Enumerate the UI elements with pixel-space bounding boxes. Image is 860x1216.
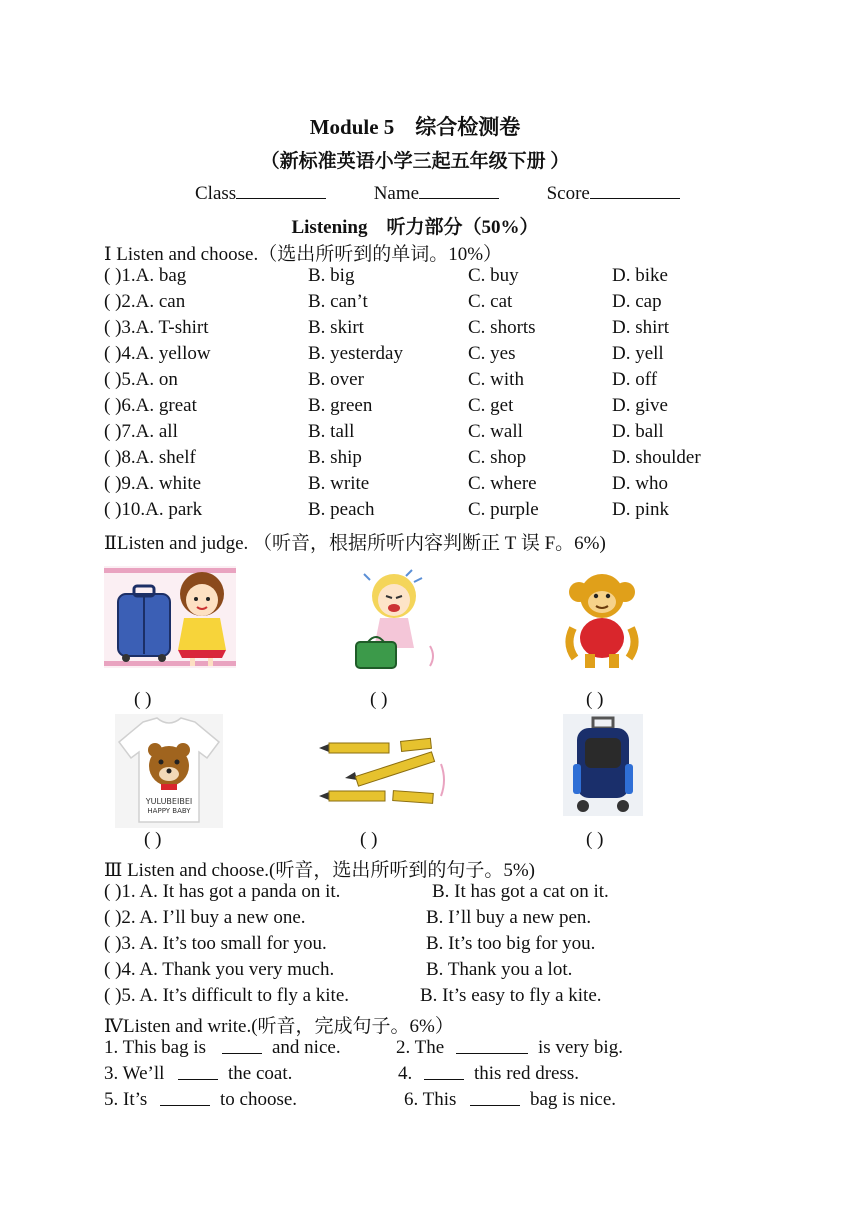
word-choice-option-b: B. tall [308, 421, 355, 442]
page-title: Module 5 综合检测卷 [309, 115, 521, 139]
word-choice-option-b: B. ship [308, 447, 362, 468]
section2-heading: ⅡListen and judge. （听音，根据所听内容判断正 T 误 F。6%) [104, 533, 606, 554]
word-choice-option-a[interactable]: ( )6.A. great [104, 395, 197, 416]
section3-heading: Ⅲ Listen and choose.(听音，选出所听到的句子。5%) [104, 860, 535, 881]
tshirt-text-1: YULUBEIBEI [145, 797, 193, 806]
page-subtitle: （新标准英语小学三起五年级下册 ） [260, 151, 570, 172]
write-q6-text-b: bag is nice. [530, 1089, 617, 1110]
word-choice-option-d: D. cap [612, 291, 662, 312]
word-choice-option-c: C. shop [468, 447, 527, 468]
write-q1-text-b: and nice. [272, 1037, 341, 1058]
girl-suitcase-picture [104, 566, 236, 668]
write-q1-text-a: 1. This bag is [104, 1037, 207, 1058]
word-choice-option-a[interactable]: ( )7.A. all [104, 421, 178, 442]
word-choice-option-c: C. get [468, 395, 514, 416]
write-q1-blank[interactable] [222, 1037, 262, 1054]
word-choice-option-c: C. yes [468, 343, 516, 364]
word-choice-option-a[interactable]: ( )4.A. yellow [104, 343, 211, 364]
word-choice-option-d: D. who [612, 473, 668, 494]
judge-answer-2[interactable]: ( ) [370, 689, 388, 710]
write-q3-blank[interactable] [178, 1063, 218, 1080]
write-q5-blank[interactable] [160, 1089, 210, 1106]
broken-pencils-picture [315, 734, 447, 812]
word-choice-option-b: B. yesterday [308, 343, 403, 364]
word-choice-option-a[interactable]: ( )2.A. can [104, 291, 186, 312]
write-q5-text-b: to choose. [220, 1089, 298, 1110]
write-q2-text-b: is very big. [538, 1037, 623, 1058]
word-choice-option-b: B. skirt [308, 317, 364, 338]
word-choice-option-c: C. with [468, 369, 524, 390]
word-choice-option-c: C. shorts [468, 317, 536, 338]
word-choice-option-d: D. off [612, 369, 658, 390]
section1-heading: Ⅰ Listen and choose.（选出所听到的单词。10%） [104, 244, 503, 265]
write-q2-blank[interactable] [456, 1037, 528, 1054]
sentence-option-b: B. I’ll buy a new pen. [426, 907, 592, 928]
section4-heading: ⅣListen and write.(听音，完成句子。6%） [104, 1016, 454, 1037]
write-q4-blank[interactable] [424, 1063, 464, 1080]
student-info-line [195, 180, 680, 205]
word-choice-option-b: B. over [308, 369, 364, 390]
bear-tshirt-picture [115, 714, 223, 828]
tshirt-text-2: HAPPY BABY [147, 807, 191, 815]
write-q4-text-b: this red dress. [474, 1063, 580, 1084]
word-choice-option-b: B. write [308, 473, 370, 494]
word-choice-option-b: B. green [308, 395, 373, 416]
monkey-picture [565, 572, 639, 670]
word-choice-option-a[interactable]: ( )9.A. white [104, 473, 202, 494]
score-label: Score [546, 183, 590, 204]
word-choice-option-c: C. where [468, 473, 537, 494]
write-q4-text-a: 4. [398, 1063, 413, 1084]
word-choice-option-b: B. can’t [308, 291, 368, 312]
write-q3-text-b: the coat. [228, 1063, 293, 1084]
write-q3-text-a: 3. We’ll [104, 1063, 165, 1084]
write-q5-text-a: 5. It’s [104, 1089, 148, 1110]
sentence-option-a[interactable]: ( )1. A. It has got a panda on it. [104, 881, 341, 902]
sentence-option-a[interactable]: ( )4. A. Thank you very much. [104, 959, 335, 980]
word-choice-option-d: D. yell [612, 343, 664, 364]
word-choice-option-d: D. shirt [612, 317, 669, 338]
word-choice-option-c: C. buy [468, 265, 519, 286]
word-choice-option-c: C. purple [468, 499, 539, 520]
word-choice-option-a[interactable]: ( )1.A. bag [104, 265, 187, 286]
word-choice-option-d: D. give [612, 395, 668, 416]
word-choice-option-c: C. cat [468, 291, 513, 312]
word-choice-option-a[interactable]: ( )8.A. shelf [104, 447, 196, 468]
sentence-option-a[interactable]: ( )3. A. It’s too small for you. [104, 933, 327, 954]
name-label: Name [373, 183, 420, 204]
write-q2-text-a: 2. The [396, 1037, 445, 1058]
sentence-option-b: B. It’s too big for you. [426, 933, 596, 954]
word-choice-option-a[interactable]: ( )10.A. park [104, 499, 203, 520]
sentence-option-b: B. It’s easy to fly a kite. [420, 985, 602, 1006]
class-label: Class [195, 183, 237, 204]
sentence-option-a[interactable]: ( )2. A. I’ll buy a new one. [104, 907, 306, 928]
word-choice-option-c: C. wall [468, 421, 523, 442]
judge-answer-4[interactable]: ( ) [144, 829, 162, 850]
word-choice-option-d: D. ball [612, 421, 664, 442]
word-choice-option-b: B. peach [308, 499, 375, 520]
sentence-option-b: B. It has got a cat on it. [432, 881, 609, 902]
part-heading: Listening 听力部分（50%） [291, 217, 539, 238]
word-choice-option-a[interactable]: ( )3.A. T-shirt [104, 317, 209, 338]
crying-girl-picture [350, 562, 440, 674]
sentence-option-a[interactable]: ( )5. A. It’s difficult to fly a kite. [104, 985, 350, 1006]
trolley-backpack-picture [563, 714, 643, 816]
word-choice-option-d: D. bike [612, 265, 668, 286]
write-q6-blank[interactable] [470, 1089, 520, 1106]
judge-answer-6[interactable]: ( ) [586, 829, 604, 850]
sentence-option-b: B. Thank you a lot. [426, 959, 573, 980]
class-blank[interactable] [236, 180, 326, 199]
name-blank[interactable] [419, 180, 499, 199]
word-choice-option-d: D. pink [612, 499, 669, 520]
write-q6-text-a: 6. This [404, 1089, 457, 1110]
judge-answer-1[interactable]: ( ) [134, 689, 152, 710]
word-choice-option-b: B. big [308, 265, 355, 286]
word-choice-option-d: D. shoulder [612, 447, 701, 468]
score-blank[interactable] [590, 180, 680, 199]
word-choice-option-a[interactable]: ( )5.A. on [104, 369, 178, 390]
judge-answer-3[interactable]: ( ) [586, 689, 604, 710]
judge-answer-5[interactable]: ( ) [360, 829, 378, 850]
